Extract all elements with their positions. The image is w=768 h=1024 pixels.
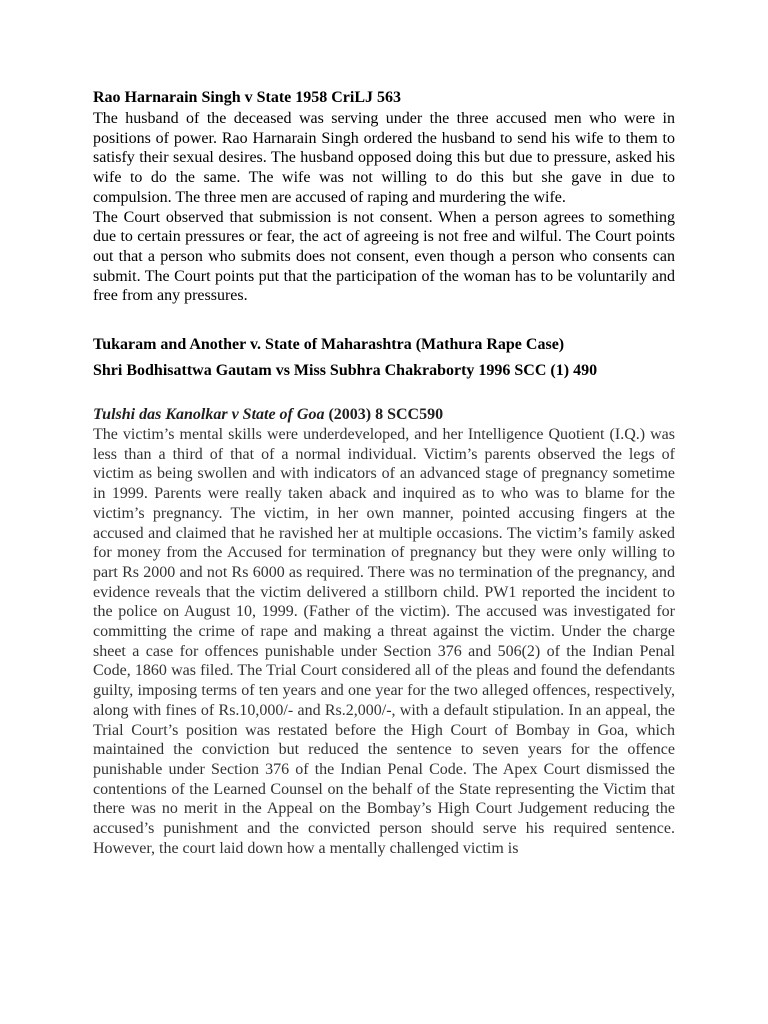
case-name-italic: Tulshi das Kanolkar v State of Goa (93, 406, 325, 424)
case-heading-tulshi-das (93, 405, 675, 425)
case-heading-rao-harnarain: Rao Harnarain Singh v State 1958 CriLJ 563 (93, 89, 402, 106)
case-heading-bodhisattwa: Shri Bodhisattwa Gautam vs Miss Subhra Chakraborty 1996 SCC (1) 490 (93, 362, 598, 380)
section-spacer (93, 381, 675, 405)
section-spacer (93, 306, 675, 335)
case-holding-paragraph: The Court observed that submission is not consent. When a person agrees to something due to certain pressures or fear, the act of agreeing is not free and wilful. The Court points out that a person who submits does not consent, even though a person who consents can submit. The Court points put that the participation of the woman has to be voluntarily and free from any pressures. (93, 208, 675, 305)
case-facts-paragraph: The husband of the deceased was serving under the three accused men who were in positions of power. Rao Harnarain Singh ordered the husband to send his wife to them to satisfy their sexual desires. The husband opposed doing this but due to pressure, asked his wife to do the same. The wife was not willing to do this but she gave in due to compulsion. The three men are accused of raping and murdering the wife. (93, 110, 675, 206)
case-citation: (2003) 8 SCC590 (324, 406, 444, 424)
case-body-paragraph: The victim’s mental skills were underdeveloped, and her Intelligence Quotient (I.Q.) was less than a third of that of a normal individual. Victim’s parents observed the legs of victim as being swollen and with indicators of an advanced stage of pregnancy sometime in 1999. Parents were really taken aback and inquired as to who was to blame for the victim’s pregnancy. The victim, in her own manner, pointed accusing fingers at the accused and claimed that he ravished her at multiple occasions. The victim’s family asked for money from the Accused for termination of pregnancy but they were only willing to part Rs 2000 and not Rs 6000 as required. There was no termination of the pregnancy, and evidence reveals that the victim delivered a stillborn child. PW1 reported the incident to the police on August 10, 1999. (Father of the victim). The accused was investigated for committing the crime of rape and making a threat against the victim. Under the charge sheet a case for offences punishable under Section 376 and 506(2) of the Indian Penal Code, 1860 was filed. The Trial Court considered all of the pleas and found the defendants guilty, imposing terms of ten years and one year for the two alleged offences, respectively, along with fines of Rs.10,000/- and Rs.2,000/-, with a default stipulation. In an appeal, the Trial Court’s position was restated before the High Court of Bombay in Goa, which maintained the conviction but reduced the sentence to seven years for the offence punishable under Section 376 of the Indian Penal Code. The Apex Court dismissed the contentions of the Learned Counsel on the behalf of the State representing the Victim that there was no merit in the Appeal on the Bombay’s High Court Judgement reducing the accused’s punishment and the convicted person should serve his required sentence. However, the court laid down how a mentally challenged victim is (93, 426, 675, 857)
case-heading-tukaram: Tukaram and Another v. State of Maharashtra (Mathura Rape Case) (93, 336, 565, 354)
